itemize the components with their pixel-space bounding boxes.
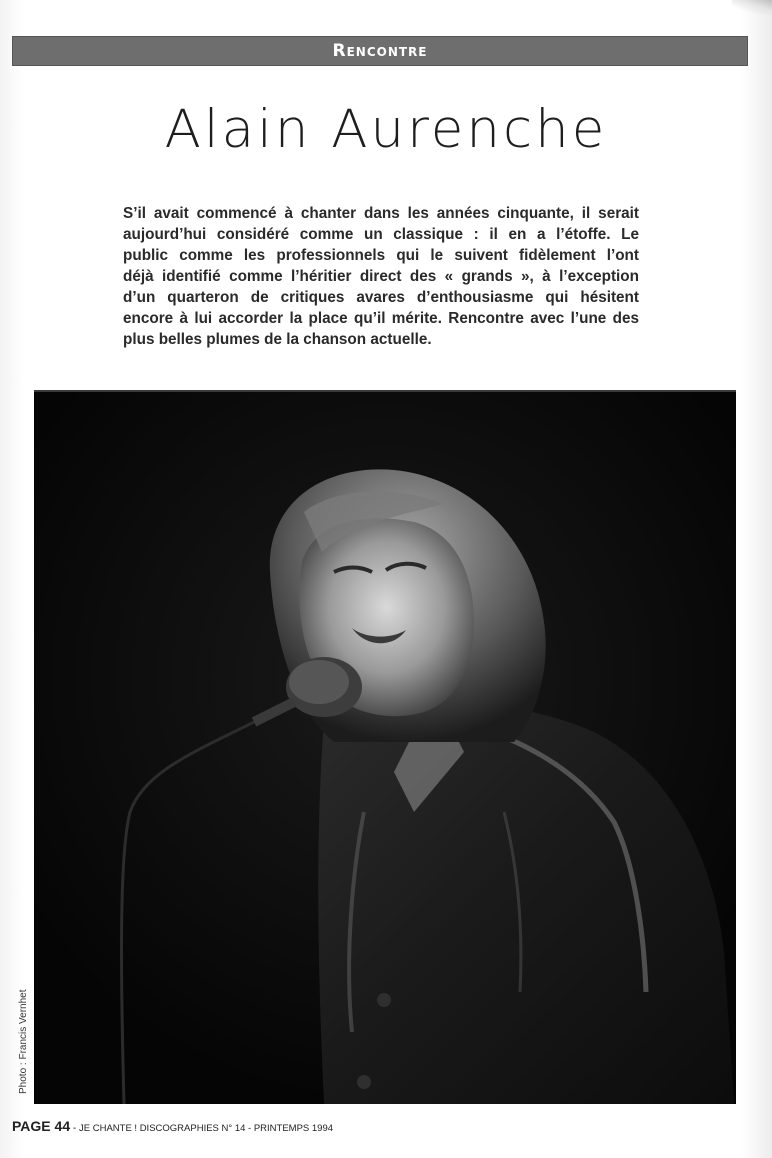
article-lede [123, 203, 639, 350]
page-corner-curl [732, 0, 772, 14]
section-header-bar [12, 36, 748, 66]
singer-photo-illustration [34, 392, 736, 1104]
lede-line: public comme les professionnels qui le suivent fidèlement l’ont [123, 247, 639, 264]
lede-line: d’un quarteron de critiques avares d’enthousiasme qui hésitent [123, 289, 639, 306]
lede-line: S’il avait commencé à chanter dans les années cinquante, il serait [123, 205, 639, 222]
section-label: Rencontre [332, 41, 428, 61]
lede-line: plus belles plumes de la chanson actuelle. [123, 331, 432, 348]
footer-separator: - [70, 1123, 79, 1134]
page-number: PAGE 44 [12, 1118, 71, 1134]
lede-line: aujourd’hui considéré comme un classique : il en a l’étoffe. Le [123, 226, 639, 243]
lede-line: encore à lui accorder la place qu’il mérite. Rencontre avec l’une des [123, 310, 639, 327]
lede-line: déjà identifié comme l’héritier direct des « grands », à l’exception [123, 268, 639, 285]
photo-credit: Photo : Francis Vernhet [18, 989, 29, 1094]
article-title: Alain Aurenche [164, 99, 608, 160]
page-footer [12, 1118, 333, 1136]
singer-photo [34, 390, 736, 1104]
magazine-issue: JE CHANTE ! DISCOGRAPHIES N° 14 - PRINTEMPS 1994 [79, 1123, 334, 1134]
